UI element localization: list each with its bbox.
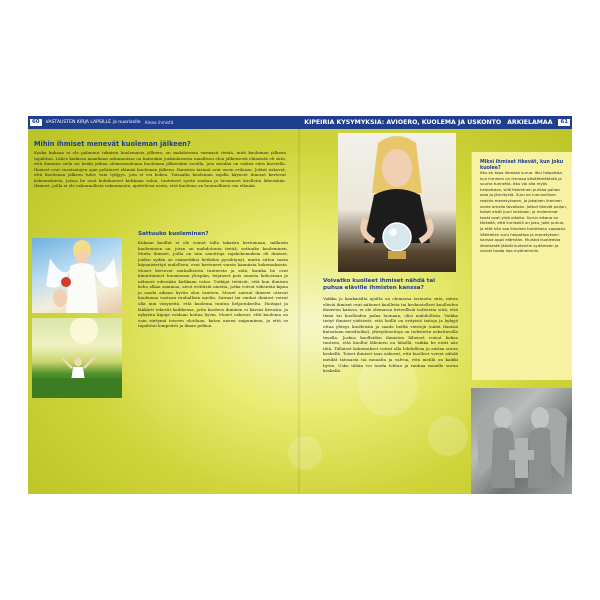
subhead-voivatko: Voivatko kuolleet ihmiset nähdä tai puhua eläville ihmisten kanssa? (323, 278, 436, 291)
decorative-bokeh (428, 416, 468, 456)
statue-illustration (471, 388, 572, 494)
right-header-section: ARKIELAMAA (507, 119, 553, 126)
field-photo (32, 318, 122, 398)
angel-photo (32, 238, 122, 313)
child-in-field-illustration (32, 318, 122, 398)
woman-crystal-ball-photo (338, 133, 456, 272)
right-page-column1: Vaikka jo kaukaisilta ajoilta on olemassa tarinoita siitä, miten eläviä ihmiset ovat nähneet kuolleita tai keskustelleet kuolleiden ihmisten kanssa, ei ole olemassa tieteellisiä todisteita siitä, että tämä tai kuolleiden palaa luonaan, olisi mahdollista. Vaikka tietyt ihmiset väittävät, että heillä on erityisiä taitoja ja kykyjä ottaa yhteys kuolleisiin ja saada heiltä viestejä (näitä ihmisiä kutsutaan meedioiksi), yhteydenottoja on todistettu uskottavalla tavalla. Joskus kuolleiden ihmisten läheiset voivat kokea tunteen, että kuollut läheinen on lähellä, vaikka he eivät näe tätä. Tällaiset kokemukset voivat olla lohdullisia ja auttaa surun keskellä. Toiset ihmiset taas uskovat, että kuolleet voivat nähdä meidät taivaasta tai muualta ja valvoa, että meillä on kaikki hyvin. Usko tähän voi tuoda lohtua ja rauhaa monille surun keskellä. (323, 296, 458, 374)
angel-statue-photo (471, 388, 572, 494)
left-page-column2: Kukaan kuollut ei ole voinut tulla takaisin kertomaan, millaista kuoleminen on, joten on mahdotonta tietää, sattuuko kuoleminen. Mutta ihmiset, joilla on niin sanottuja rajakokemuksia eli ihmiset, joiden sydän on esimerkiksi hetkeksi pysähtynyt, mutta sitten saatu käynnistettyä uudelleen, ovat kertoneet varsin kauniista kokemuksista. Monet kertovat rauhallisesta tunteesta ja siitä, kuinka he ovat kiinnittäneet huomionsa ylöspäin, leijuneet pois omasta kehostaan ja nähneet edessään kirkkaan valon. Tutkijat tietävät, että kun ihmisen keho alkaa sammua, aivot erittävät aineita, jotka voivat vähentää kipua ja saada aikaan hyvän olon tunteen. Monet sairaat ihmiset ottavat kuoleman vastaan rauhallisin mielin. Sairaat tai vanhat ihmiset voivat olla niin väsyneitä, että kuolema tuntuu helpotukselta. Hoitajat ja lääkärit tekevät kaikkensa, jotta kuoleva ihminen ei kärsisi kivuista, ja nykyisin kipuja voidaan hoitaa hyvin. Monet uskovat, että kuolema on vain siirtymä toiseen olotilaan, kuten uneen vaipuminen, ja että se tapahtuu lempeästi ja ilman pelkoa. (138, 240, 288, 329)
left-header-title: VASTAUSTEN KIRJA LAPSILLE ja nuorisolle (45, 120, 141, 125)
left-page-intro: Koska kukaan ei ole palannut takaisin kuolemasta jälkeen, on mahdotonta varmasti tietää, mitä kuoleman jälkeen tapahtuu. Lähes kaikissa maailman uskonnoissa on kuitenkin jonkinlaisesta maallisen elon jälkeisestä elämästä eli siitä, että ihminen sielu tai henki jatkaa olemassaoloaan kuoleman jälkeenkin tavalla, jota meidän on vaikea edes kuvitella. Ihmiset ovat vuosisatojen ajan pohtineet elämää kuoleman jälkeen. Ihmisten tarinat ovat usein erilaisia. Jotkut uskovat, että kuoleman jälkeen tulee vain tyhjyys, jota ei voi kokea. Toisaalta kuoleman rajalla käyneet ihmiset kertovat kokemuksista, joissa he ovat kohdanneet kirkkaan valon, tunteneet syvää rauhaa ja tavanneet kuolleita läheisiään. Ihmiset, joilla ei ole uskonnollista vakaumusta, ajattelevat usein, että kuolema on luonnollinen osa elämää. (34, 150, 286, 189)
angel-illustration (32, 238, 122, 313)
left-header-section: Arkea ihmistä (144, 120, 174, 125)
left-page-title: Mihin ihmiset menevät kuoleman jälkeen? (34, 140, 191, 148)
page-gutter (298, 129, 301, 494)
header-left (30, 116, 173, 129)
info-box (471, 152, 572, 380)
subhead-sattuuko: Sattuuko kuoleminen? (138, 231, 209, 237)
info-box-text: Itku on tapa ilmaista surua. Itku helpottaa, kun ihminen on ilmassa käsittämätöntä ja suurta tunnetta. Itku voi olla myös helpottava, sillä itkeminen purkaa pahaa oloa ja jännitystä. Suru on luonnollinen reaktio menetykseen, ja jokainen ihminen suree omalla tavallaan. Jotkut itkevät paljon, toiset eivät juuri lainkaan, ja molemmat tavat ovat yhtä oikeita. Surun aikana on tärkeää, että ihmisellä on joku, jolle puhua, ja että hän saa ilmaista tunteitaan vapaasti. Vähitellen suru helpottaa ja menetyksen kanssa oppii elämään. Muistot kuolleesta läheisestä jäävät kuitenkin sydämeen ja voivat tuoda iloa myöhemmin. (480, 170, 567, 254)
header-right (304, 116, 570, 129)
right-header-title: KIPEIRIA KYSYMYKSIA: AVIOERO, KUOLEMA JA USKONTO (304, 119, 502, 126)
woman-illustration (338, 133, 456, 272)
magazine-spread (28, 116, 572, 494)
decorative-bokeh (288, 436, 322, 470)
info-box-title: Miksi ihmiset itkevät, kun joku kuolee? (480, 160, 564, 171)
right-page-number: 61 (560, 119, 568, 125)
left-page-number: 60 (32, 119, 40, 125)
